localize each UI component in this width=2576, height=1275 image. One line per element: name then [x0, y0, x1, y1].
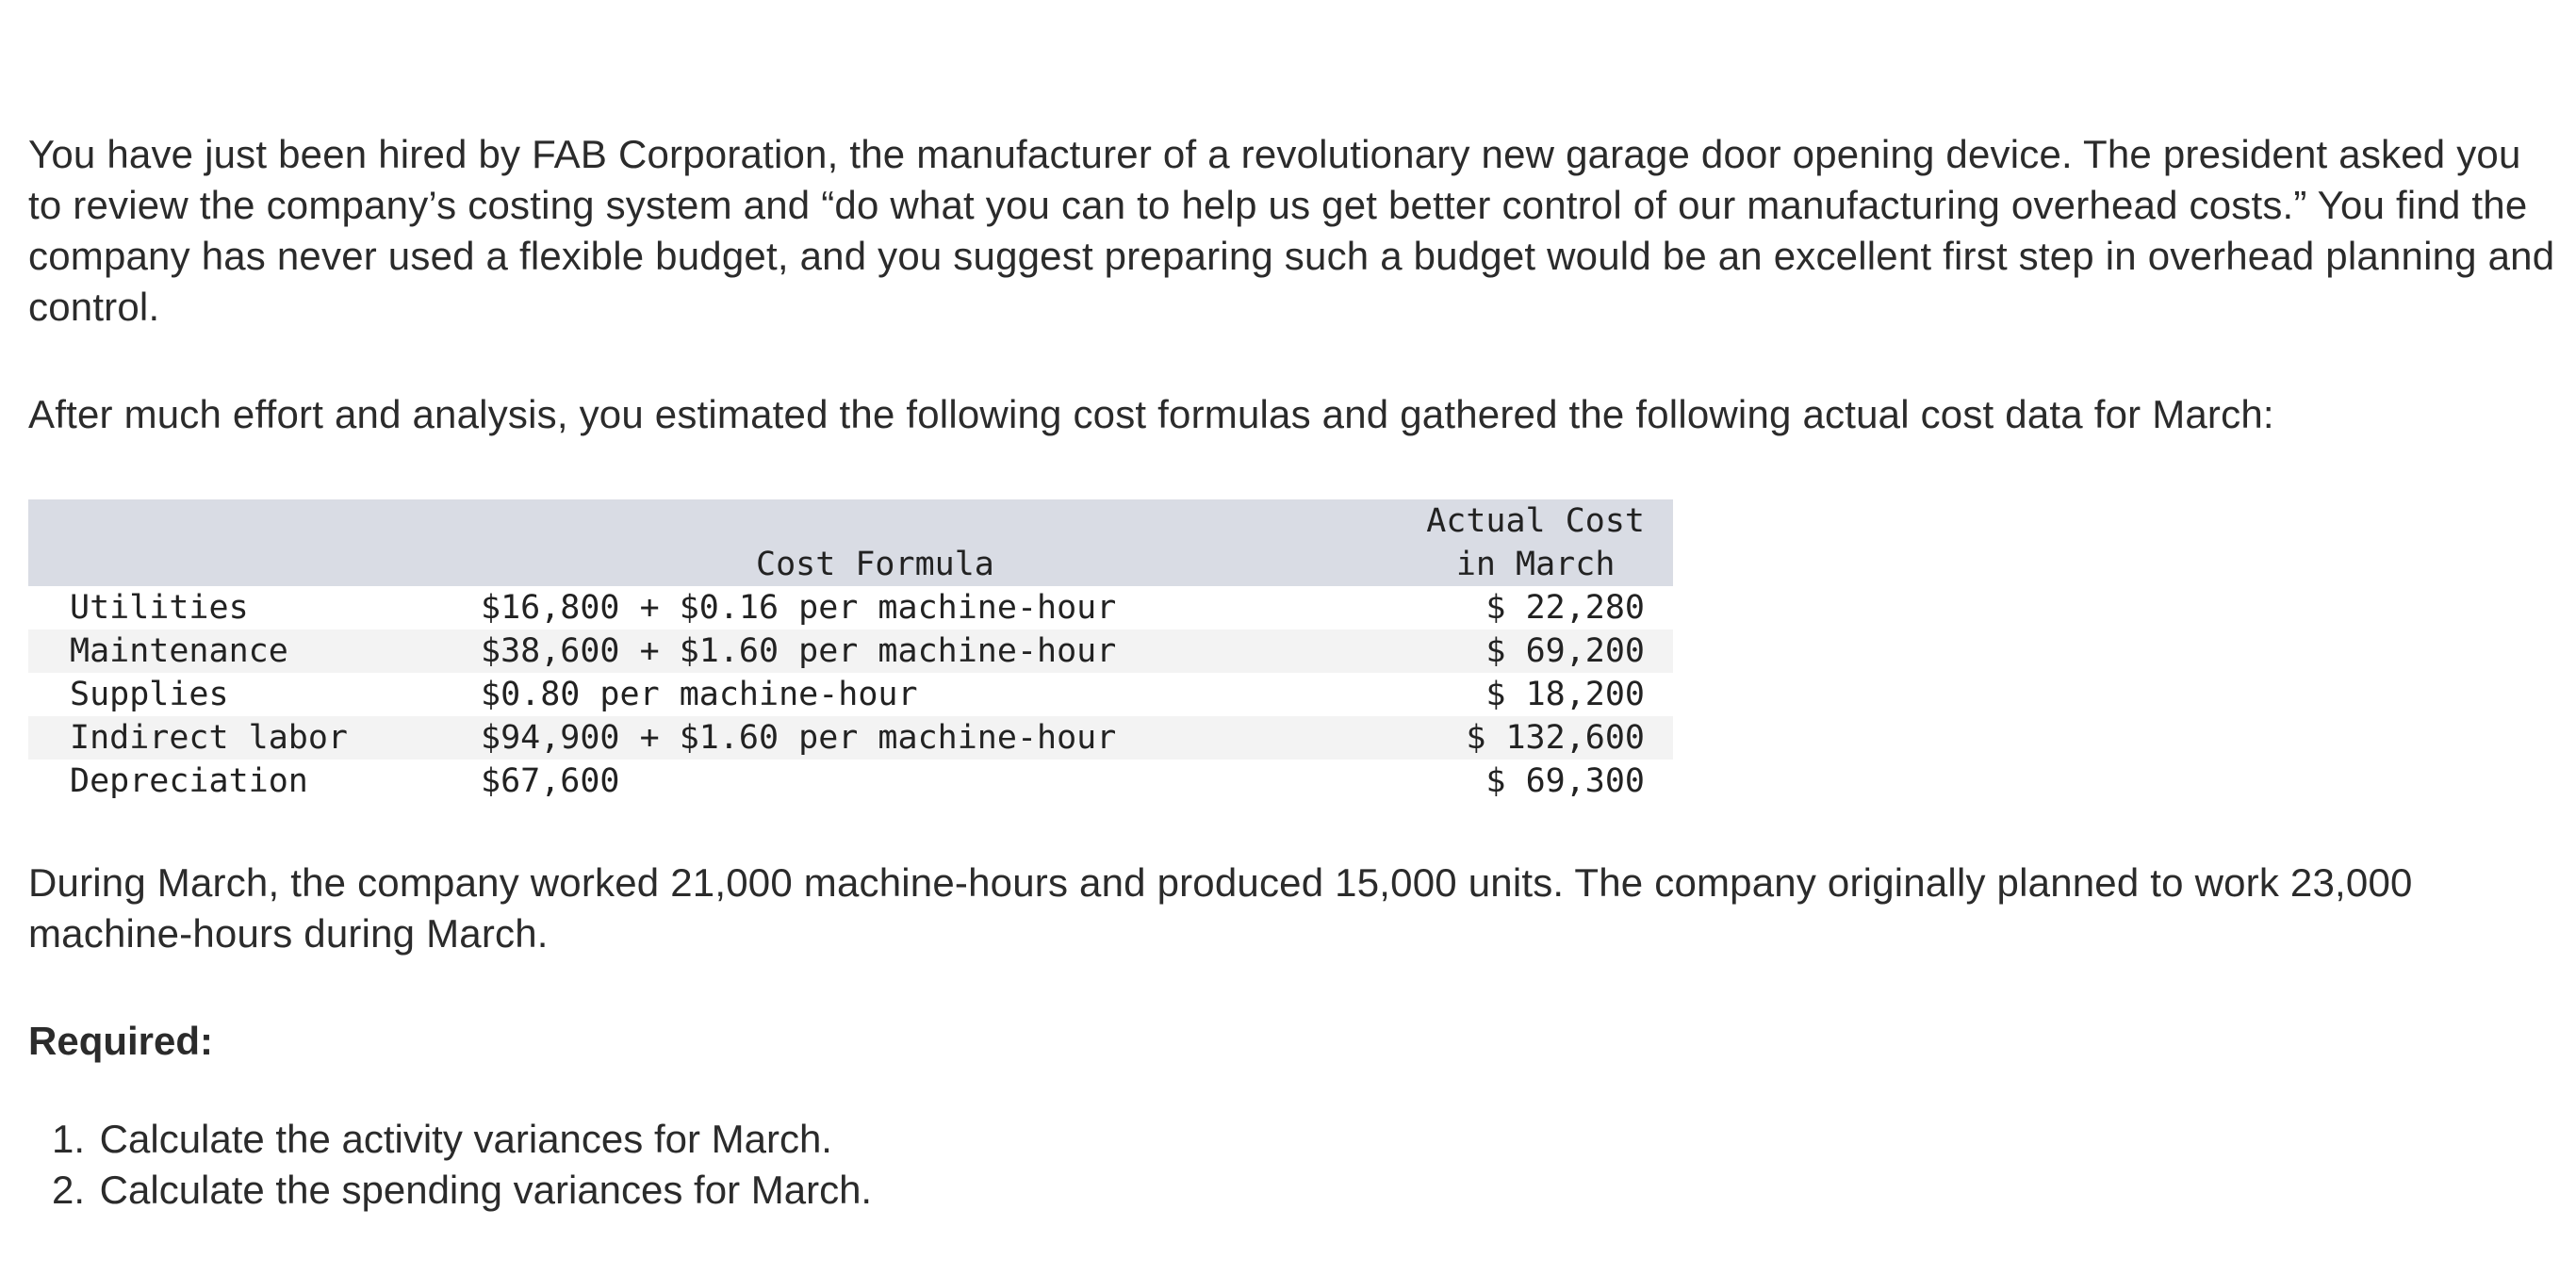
- row-actual: $ 22,280: [1485, 589, 1645, 627]
- required-heading: Required:: [28, 1019, 214, 1063]
- row-item: Indirect labor: [70, 719, 349, 757]
- table-row: [28, 760, 1673, 803]
- header-actual-line2: in March: [1455, 546, 1616, 583]
- requirement-number: 2.: [51, 1168, 85, 1212]
- table-row: [28, 586, 1673, 629]
- row-item: Depreciation: [70, 762, 308, 800]
- table-row: [28, 673, 1673, 716]
- table-header: [28, 499, 1673, 586]
- row-actual: $ 132,600: [1466, 719, 1645, 757]
- table-row: [28, 629, 1673, 673]
- row-actual: $ 69,200: [1485, 632, 1645, 670]
- row-item: Maintenance: [70, 632, 288, 670]
- row-formula: $0.80 per machine-hour: [481, 676, 918, 713]
- row-formula: $67,600: [481, 762, 620, 800]
- row-item: Utilities: [70, 589, 249, 627]
- list-item: [28, 1165, 872, 1216]
- intro-paragraph: You have just been hired by FAB Corporation, the manufacturer of a revolutionary new garage door opening device. The president asked you to review the company’s costing system and “do what you can to help us get better control of our manufacturing overhead costs.” You find the company has never used a flexible budget, and you suggest preparing such a budget would be an excellent first step in overhead planning and control.: [28, 132, 2555, 329]
- requirement-number: 1.: [51, 1117, 85, 1161]
- row-formula: $16,800 + $0.16 per machine-hour: [481, 589, 1117, 627]
- cost-table: [28, 499, 1673, 803]
- row-formula: $94,900 + $1.60 per machine-hour: [481, 719, 1117, 757]
- row-item: Supplies: [70, 676, 229, 713]
- header-actual-cost: [1426, 499, 1645, 586]
- header-actual-line1: Actual Cost: [1426, 502, 1645, 540]
- list-item: [28, 1114, 872, 1165]
- requirements-list: [28, 1114, 872, 1216]
- row-actual: $ 18,200: [1485, 676, 1645, 713]
- requirement-text: Calculate the spending variances for March.: [99, 1168, 873, 1212]
- lead-paragraph: After much effort and analysis, you estimated the following cost formulas and gathered the following actual cost data for March:: [28, 392, 2274, 436]
- row-formula: $38,600 + $1.60 per machine-hour: [481, 632, 1117, 670]
- header-cost-formula: Cost Formula: [756, 546, 994, 583]
- requirement-text: Calculate the activity variances for March.: [99, 1117, 832, 1161]
- table-row: [28, 716, 1673, 760]
- during-paragraph: During March, the company worked 21,000 machine-hours and produced 15,000 units. The company originally planned to work 23,000 machine-hours during March.: [28, 860, 2413, 956]
- row-actual: $ 69,300: [1485, 762, 1645, 800]
